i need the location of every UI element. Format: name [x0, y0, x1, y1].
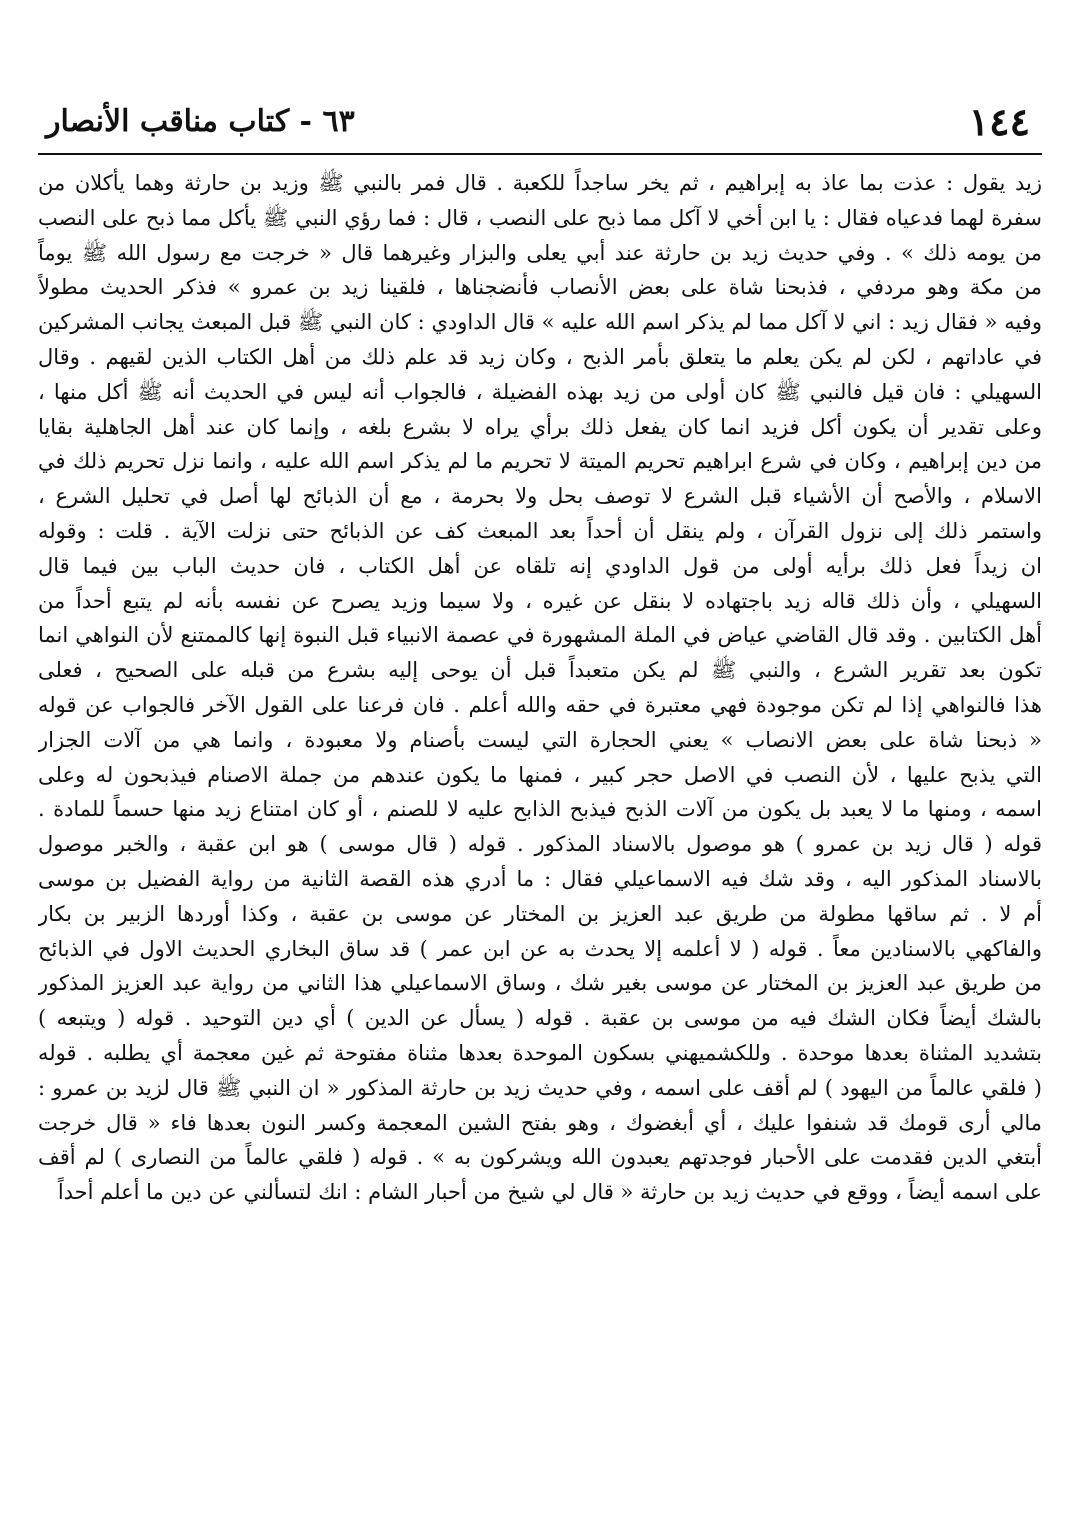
text-line: مالي أرى قومك قد شنفوا عليك ، أي أبغضوك ، وهو بفتح الشين المعجمة وكسر النون بعدها فاء « قال خرجت	[38, 1110, 1042, 1135]
text-line: السهيلي : فان قيل فالنبي ﷺ كان أولى من زيد بهذه الفضيلة ، فالجواب أنه ليس في الحديث أنه ﷺ أكل منها ،	[38, 379, 1042, 404]
text-line: زيد يقول : عذت بما عاذ به إبراهيم ، ثم يخر ساجداً للكعبة . قال فمر بالنبي ﷺ وزيد بن حارثة وهما يأكلان من	[38, 171, 1042, 195]
text-line: من مكة وهو مردفي ، فذبحنا شاة على بعض الأنصاب فأنضجناها ، فلقينا زيد بن عمرو » فذكر الحديث مطولاً	[38, 275, 1042, 300]
text-line: « ذبحنا شاة على بعض الانصاب » يعني الحجارة التي ليست بأصنام ولا معبودة ، وانما هي من آلات الجزار	[38, 727, 1042, 752]
text-line: اسمه ، ومنها ما لا يعبد بل يكون من آلات الذبح فيذبح الذابح عليه لا للصنم ، أو كان امتناع زيد منها حسماً للمادة .	[38, 797, 1042, 822]
text-line: السهيلي ، وأن ذلك قاله زيد باجتهاده لا بنقل عن غيره ، ولا سيما وزيد يصرح عن نفسه بأنه لم يتبع أحداً من	[38, 588, 1042, 613]
chapter-title: ٦٣ - كتاب مناقب الأنصار	[46, 104, 355, 139]
text-line: أهل الكتابين . وقد قال القاضي عياض في الملة المشهورة في عصمة الانبياء قبل النبوة إنها كالممتنع لأن النواهي انما	[38, 623, 1042, 648]
text-line: واستمر ذلك إلى نزول القرآن ، ولم ينقل أن أحداً بعد المبعث كف عن الذبائح حتى نزلت الآية . قلت : وقوله	[38, 518, 1042, 543]
text-line: هذا فالنواهي إذا لم تكن موجودة فهي معتبرة في حقه والله أعلم . فان فرعنا على القول الآخر فالجواب عن قوله	[38, 692, 1042, 717]
text-line: على اسمه أيضاً ، ووقع في حديث زيد بن حارثة « قال لي شيخ من أحبار الشام : انك لتسألني عن دين ما أعلم أحداً	[57, 1180, 1042, 1205]
text-line: من دين إبراهيم ، وكان في شرع ابراهيم تحريم الميتة لا تحريم ما لم يذكر اسم الله عليه ، وانما نزل تحريم ذلك في	[38, 449, 1042, 474]
body-text	[38, 166, 1042, 1210]
text-line: ( فلقي عالماً من اليهود ) لم أقف على اسمه ، وفي حديث زيد بن حارثة المذكور « ان النبي ﷺ قال لزيد بن عمرو :	[38, 1075, 1042, 1100]
text-line: أبتغي الدين فقدمت على الأحبار فوجدتهم يعبدون الله ويشركون به » . قوله ( فلقي عالماً من النصارى ) لم أقف	[38, 1145, 1042, 1170]
text-line: من طريق عبد العزيز بن المختار عن موسى بغير شك ، وساق الاسماعيلي هذا الثاني من رواية عبد العزيز المذكور	[38, 971, 1042, 996]
text-line: قوله ( قال زيد بن عمرو ) هو موصول بالاسناد المذكور . قوله ( قال موسى ) هو ابن عقبة ، والخبر موصول	[38, 832, 1042, 857]
text-line: بالاسناد المذكور اليه ، وقد شك فيه الاسماعيلي فقال : ما أدري هذه القصة الثانية من رواية الفضيل بن موسى	[38, 866, 1042, 891]
text-line: في عاداتهم ، لكن لم يكن يعلم ما يتعلق بأمر الذبح ، وكان زيد قد علم ذلك من أهل الكتاب الذين لقيهم . وقال	[38, 344, 1042, 369]
text-line: سفرة لهما فدعياه فقال : يا ابن أخي لا آكل مما ذبح على النصب ، قال : فما رؤي النبي ﷺ يأكل مما ذبح على النصب	[38, 205, 1042, 230]
text-line: من يومه ذلك » . وفي حديث زيد بن حارثة عند أبي يعلى والبزار وغيرهما قال « خرجت مع رسول الله ﷺ يوماً	[38, 240, 1042, 265]
page-number: ١٤٤	[968, 99, 1030, 144]
text-line: والفاكهي بالاسنادين معاً . قوله ( لا أعلمه إلا يحدث به عن ابن عمر ) قد ساق البخاري الحديث الاول في الذبائح	[38, 936, 1042, 961]
text-line: بالشك أيضاً فكان الشك فيه من موسى بن عقبة . قوله ( يسأل عن الدين ) أي دين التوحيد . قوله ( ويتبعه )	[38, 1006, 1042, 1031]
text-line: تكون بعد تقرير الشرع ، والنبي ﷺ لم يكن متعبداً قبل أن يوحى إليه بشرع من قبله على الصحيح ، فعلى	[38, 658, 1042, 683]
text-line: بتشديد المثناة بعدها موحدة . وللكشميهني بسكون الموحدة بعدها مثناة مفتوحة ثم غين معجمة أي يطلبه . قوله	[38, 1040, 1042, 1065]
header-rule	[38, 153, 1042, 155]
text-line: أم لا . ثم ساقها مطولة من طريق عبد العزيز بن المختار عن موسى بن عقبة ، وكذا أوردها الزبير بن بكار	[38, 901, 1042, 926]
text-line: التي يذبح عليها ، لأن النصب في الاصل حجر كبير ، فمنها ما يكون عندهم من جملة الاصنام فيذبحون له وعلى	[38, 762, 1042, 787]
document-page	[38, 0, 1042, 1535]
page-header	[38, 96, 1042, 152]
text-line: وعلى تقدير أن يكون أكل فزيد انما كان يفعل ذلك برأي يراه لا بشرع بلغه ، وإنما كان عند أهل الجاهلية بقايا	[38, 414, 1042, 439]
text-line: ان زيداً فعل ذلك برأيه أولى من قول الداودي إنه تلقاه عن أهل الكتاب ، فان حديث الباب بين فيما قال	[38, 553, 1042, 578]
text-line: وفيه « فقال زيد : اني لا آكل مما لم يذكر اسم الله عليه » قال الداودي : كان النبي ﷺ قبل المبعث يجانب المشركين	[38, 310, 1042, 335]
text-line: الاسلام ، والأصح أن الأشياء قبل الشرع لا توصف بحل ولا بحرمة ، مع أن الذبائح لها أصل في تحليل الشرع ،	[38, 484, 1042, 509]
